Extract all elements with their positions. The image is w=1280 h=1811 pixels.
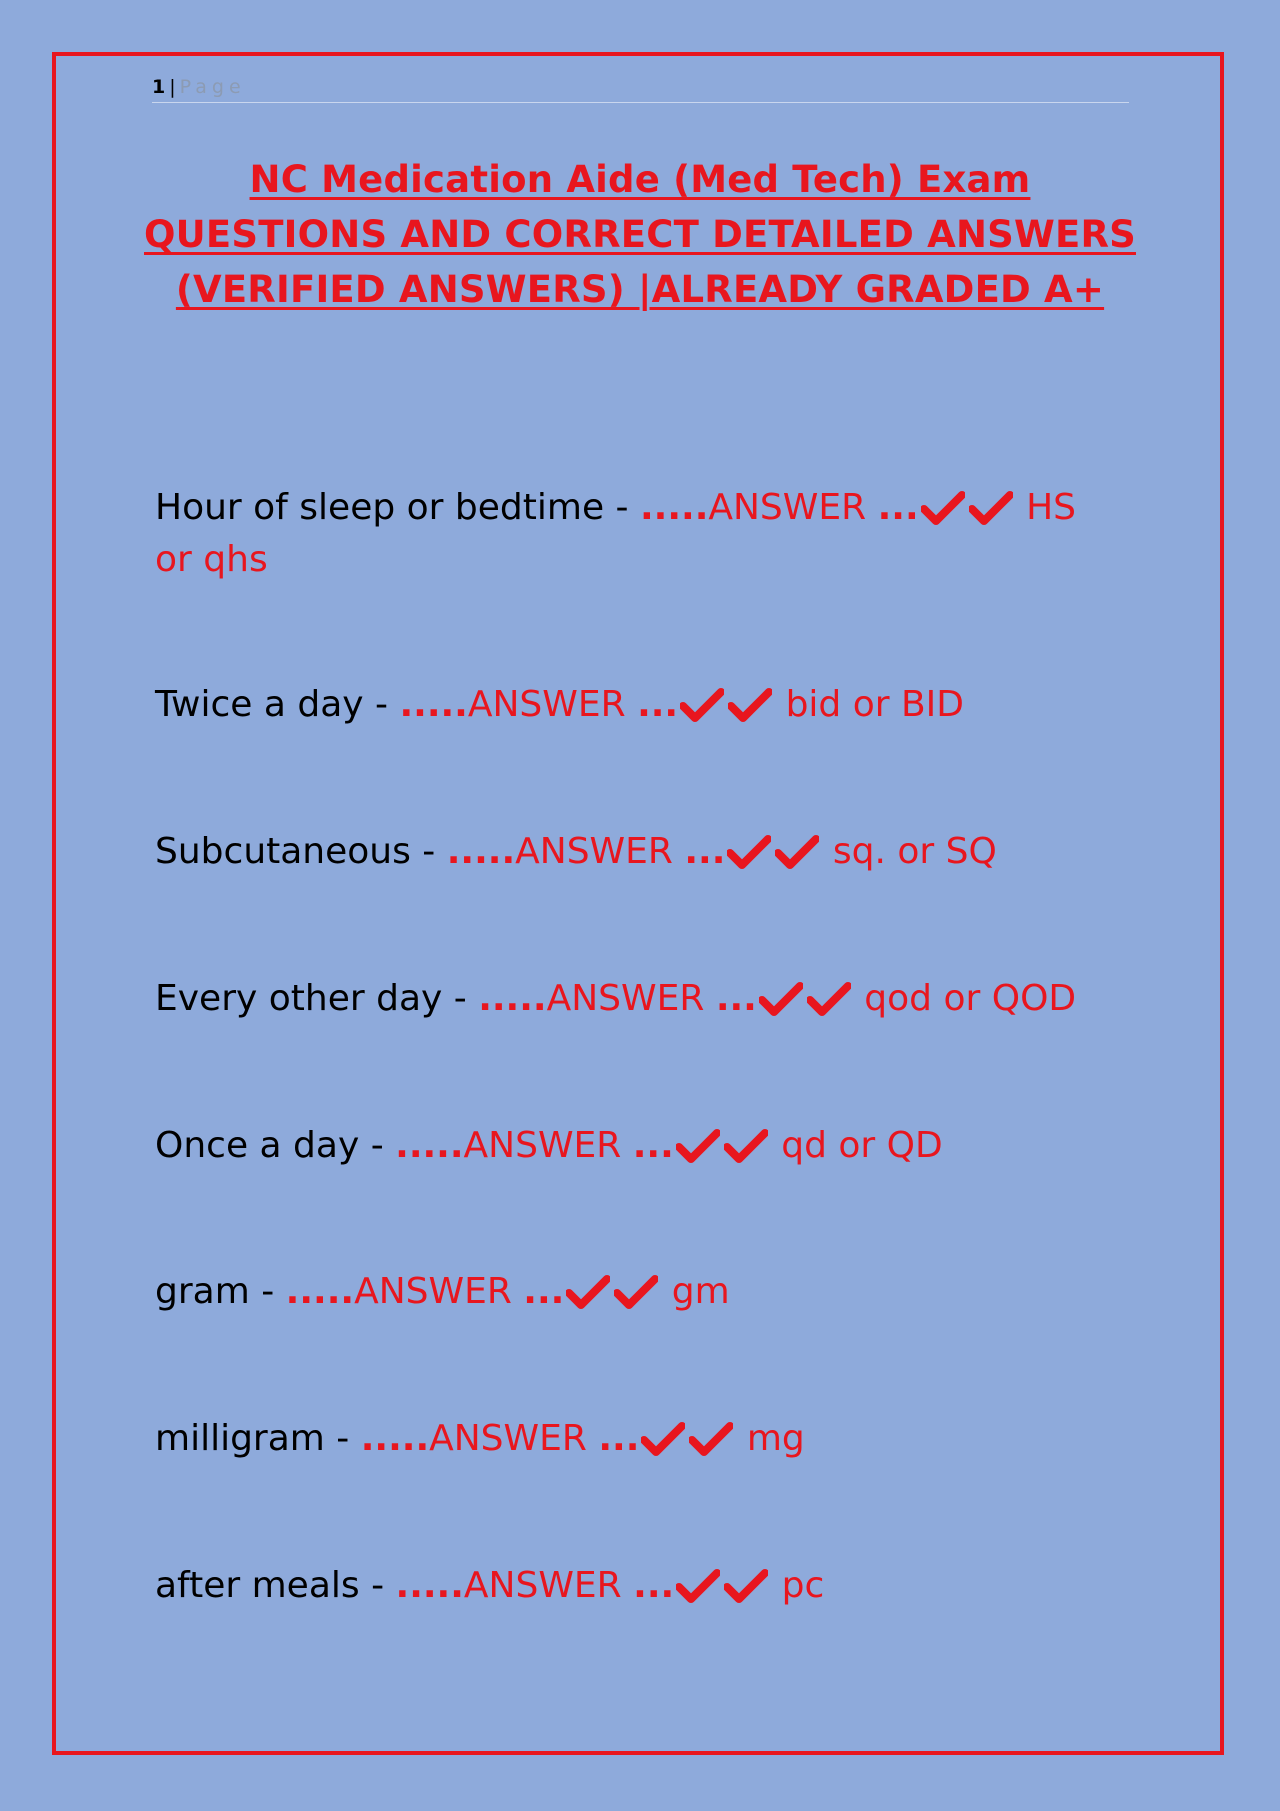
answer-label: ANSWER	[354, 1271, 512, 1312]
answer-text: mg	[746, 1418, 805, 1459]
checkmark-icon	[921, 491, 965, 525]
lead-dots: .....	[399, 684, 468, 725]
trail-dots: ...	[684, 831, 726, 872]
answer-label: ANSWER	[467, 684, 626, 725]
trail-dots: ...	[637, 684, 679, 725]
trail-dots: ...	[598, 1418, 640, 1459]
question-text: after meals -	[155, 1565, 396, 1606]
checkmark-icon	[641, 1422, 685, 1456]
checkmark-icon	[566, 1275, 610, 1309]
question-text: Every other day -	[155, 978, 479, 1019]
answer-text: qod or QOD	[864, 978, 1077, 1019]
page-word: Page	[179, 76, 246, 98]
document-title	[140, 152, 1140, 317]
lead-dots: .....	[639, 487, 709, 528]
qa-item	[155, 482, 1115, 586]
checkmark-icon	[676, 1569, 720, 1603]
answer-text: HS or qhs	[155, 487, 1076, 580]
question-text: Twice a day -	[155, 684, 400, 725]
qa-item	[155, 679, 1115, 731]
lead-dots: .....	[446, 831, 516, 872]
answer-label: ANSWER	[546, 978, 705, 1019]
trail-dots: ...	[523, 1271, 565, 1312]
answer-text: bid or BID	[785, 684, 965, 725]
checkmark-icon	[969, 491, 1013, 525]
checkmark-icon	[728, 688, 772, 722]
page-header	[152, 74, 1129, 103]
checkmark-icon	[614, 1275, 658, 1309]
trail-dots: ...	[632, 1125, 674, 1166]
answer-label: ANSWER	[429, 1418, 587, 1459]
qa-item	[155, 1266, 1115, 1318]
trail-dots: ...	[633, 1565, 675, 1606]
qa-item	[155, 826, 1115, 878]
qa-item	[155, 1560, 1115, 1612]
answer-label: ANSWER	[463, 1125, 622, 1166]
lead-dots: .....	[360, 1418, 430, 1459]
lead-dots: .....	[395, 1565, 464, 1606]
question-text: Hour of sleep or bedtime -	[155, 487, 640, 528]
qa-item	[155, 1120, 1115, 1172]
title-line-3: (VERIFIED ANSWERS) |ALREADY GRADED A+	[175, 268, 1105, 311]
question-text: gram -	[155, 1271, 286, 1312]
answer-text: qd or QD	[781, 1125, 943, 1166]
checkmark-icon	[759, 982, 803, 1016]
page-number: 1	[152, 76, 166, 98]
answer-text: gm	[671, 1271, 730, 1312]
answer-text: pc	[781, 1565, 825, 1606]
checkmark-icon	[680, 688, 724, 722]
lead-dots: .....	[478, 978, 547, 1019]
checkmark-icon	[775, 835, 819, 869]
trail-dots: ...	[715, 978, 757, 1019]
checkmark-icon	[689, 1422, 733, 1456]
answer-label: ANSWER	[463, 1565, 622, 1606]
question-text: milligram -	[155, 1418, 361, 1459]
title-line-2: QUESTIONS AND CORRECT DETAILED ANSWERS	[144, 213, 1136, 256]
lead-dots: .....	[395, 1125, 464, 1166]
checkmark-icon	[676, 1129, 720, 1163]
title-line-1: NC Medication Aide (Med Tech) Exam	[249, 158, 1031, 201]
answer-label: ANSWER	[708, 487, 867, 528]
answer-label: ANSWER	[515, 831, 673, 872]
checkmark-icon	[807, 982, 851, 1016]
qa-item	[155, 973, 1115, 1025]
checkmark-icon	[724, 1569, 768, 1603]
checkmark-icon	[724, 1129, 768, 1163]
question-text: Subcutaneous -	[155, 831, 447, 872]
page-separator: |	[169, 76, 176, 98]
question-text: Once a day -	[155, 1125, 396, 1166]
checkmark-icon	[727, 835, 771, 869]
answer-text: sq. or SQ	[832, 831, 997, 872]
lead-dots: .....	[285, 1271, 355, 1312]
trail-dots: ...	[877, 487, 919, 528]
qa-item	[155, 1413, 1115, 1465]
